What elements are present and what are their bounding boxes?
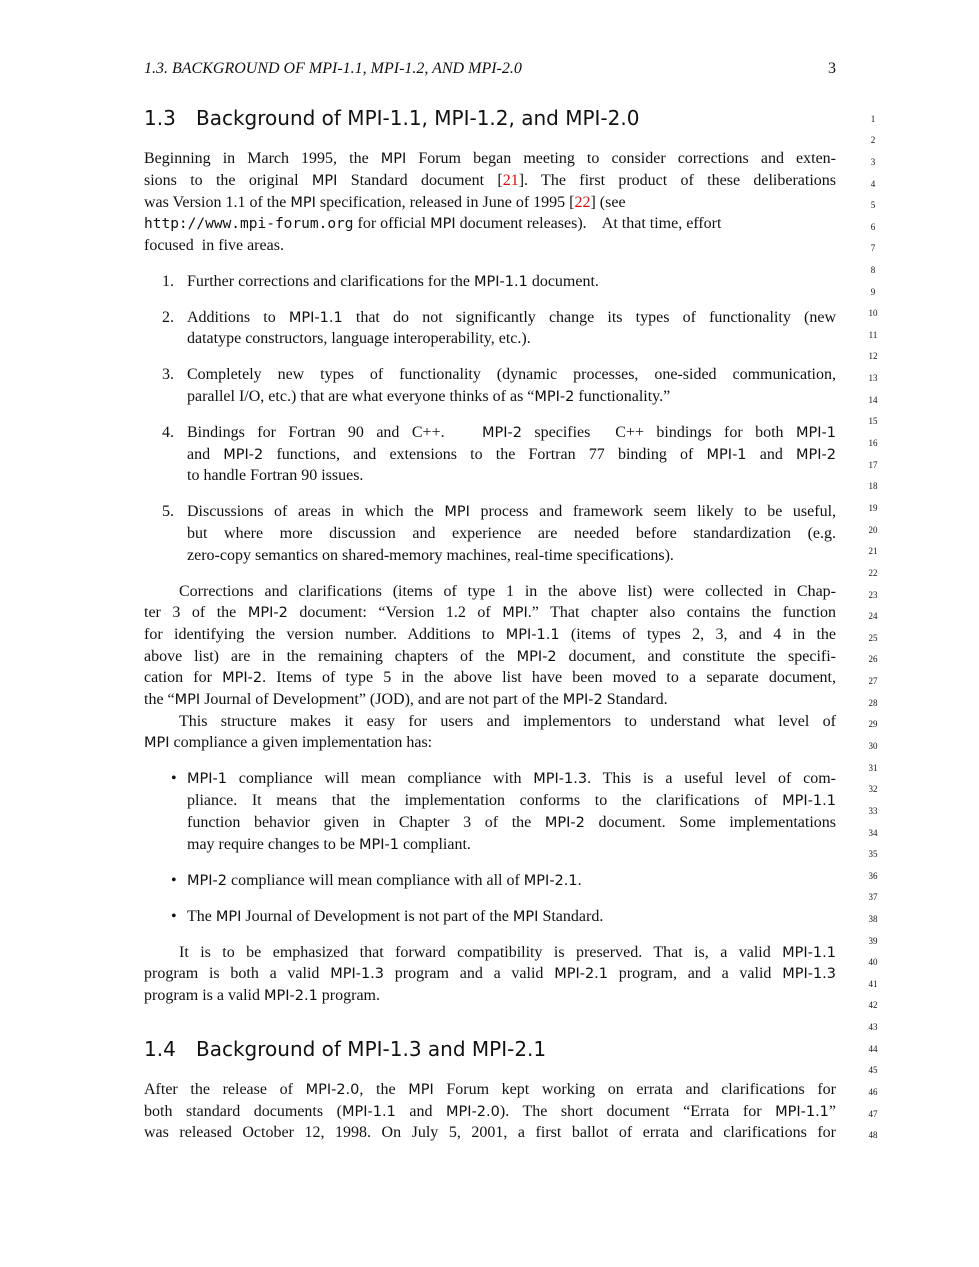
citation-link[interactable]: 21 [502,172,519,189]
line-number: 20 [868,525,878,535]
list-number: 2. [162,309,174,326]
bullet-item-continued: function behavior given in Chapter 3 of the MPI-2 document. Some implementations [187,814,837,831]
line-number: 19 [868,503,878,513]
line-number: 1 [870,114,876,124]
url-link[interactable]: http://www.mpi-forum.org [144,216,354,232]
line-number: 44 [868,1044,878,1054]
section-title: Background of MPI-1.3 and MPI-2.1 [196,1037,547,1061]
line-number: 40 [868,957,878,967]
line-number: 46 [868,1087,878,1097]
bullet-item-continued: may require changes to be MPI-1 compliant. [187,836,471,853]
list-item-continued: but where more discussion and experience are needed before standardization (e.g. [187,525,836,542]
line-number: 48 [868,1130,878,1140]
line-number: 33 [868,806,878,816]
paragraph-line: cation for MPI-2. Items of type 5 in the above list have been moved to a separate document, [144,669,837,686]
bullet-item: The MPI Journal of Development is not part of the MPI Standard. [187,908,604,925]
paragraph-line: Corrections and clarifications (items of type 1 in the above list) were collected in Chap- [179,583,836,600]
list-item-continued: and MPI-2 functions, and extensions to the Fortran 77 binding of MPI-1 and MPI-2 [187,446,836,463]
line-number: 8 [870,265,876,275]
line-number: 4 [870,179,876,189]
paragraph-line: MPI compliance a given implementation has: [144,734,433,751]
paragraph-line: was Version 1.1 of the MPI specification, released in June of 1995 [22] (see [144,194,626,211]
list-number: 1. [162,273,174,290]
paragraph-line: After the release of MPI-2.0, the MPI Forum kept working on errata and clarifications for [144,1081,836,1098]
list-item-continued: to handle Fortran 90 issues. [187,467,364,484]
list-number: 5. [162,503,174,520]
list-item: Additions to MPI-1.1 that do not significantly change its types of functionality (new [187,309,837,326]
list-item: Further corrections and clarifications for the MPI-1.1 document. [187,273,599,290]
list-number: 4. [162,424,174,441]
section-number: 1.4 [144,1037,176,1061]
line-number: 7 [870,243,876,253]
paragraph-line: sions to the original MPI Standard document [21]. The first product of these deliberations [144,172,837,189]
line-number: 18 [868,481,878,491]
line-number: 45 [868,1065,878,1075]
line-number: 31 [868,763,878,773]
line-number: 39 [868,936,878,946]
paragraph-line: the “MPI Journal of Development” (JOD), and are not part of the MPI-2 Standard. [144,691,668,708]
line-number: 42 [868,1000,878,1010]
bullet-icon: • [171,770,177,787]
line-number: 36 [868,871,878,881]
paragraph-line: program is a valid MPI-2.1 program. [144,987,380,1004]
line-number: 38 [868,914,878,924]
bullet-item-continued: pliance. It means that the implementation conforms to the clarifications of MPI-1.1 [187,792,836,809]
line-number: 15 [868,416,878,426]
list-item-continued: parallel I/O, etc.) that are what everyone thinks of as “MPI-2 functionality.” [187,388,671,405]
section-title: Background of MPI-1.1, MPI-1.2, and MPI-2.0 [196,106,640,130]
line-number: 9 [870,287,876,297]
section-heading-1-4 [144,1037,546,1061]
line-number: 37 [868,892,878,902]
line-number: 5 [870,200,876,210]
paragraph-line: was released October 12, 1998. On July 5, 2001, a first ballot of errata and clarifications for [144,1124,836,1141]
paragraph-line: focused in five areas. [144,237,284,254]
line-number: 25 [868,633,878,643]
list-item-continued: datatype constructors, language interoperability, etc.). [187,330,531,347]
running-header-title: 1.3. BACKGROUND OF MPI-1.1, MPI-1.2, AND MPI-2.0 [144,60,522,77]
line-number: 29 [868,719,878,729]
line-number: 34 [868,828,878,838]
bullet-item: MPI-1 compliance will mean compliance with MPI-1.3. This is a useful level of com- [187,770,837,787]
paragraph-line: ter 3 of the MPI-2 document: “Version 1.2 of MPI.” That chapter also contains the function [144,604,837,621]
bullet-icon: • [171,872,177,889]
section-number: 1.3 [144,106,176,130]
line-number: 6 [870,222,876,232]
line-number: 43 [868,1022,878,1032]
line-number: 3 [870,157,876,167]
paragraph-line: It is to be emphasized that forward compatibility is preserved. That is, a valid MPI-1.1 [179,944,836,961]
line-number: 26 [868,654,878,664]
line-number: 23 [868,590,878,600]
line-number: 11 [868,330,878,340]
running-header [144,60,836,82]
line-number: 10 [868,308,878,318]
line-number: 28 [868,698,878,708]
line-number: 41 [868,979,878,989]
line-number: 12 [868,351,878,361]
citation-link[interactable]: 22 [574,194,591,211]
line-number: 24 [868,611,878,621]
list-number: 3. [162,366,174,383]
paragraph-line: This structure makes it easy for users and implementors to understand what level of [179,713,836,730]
list-item: Completely new types of functionality (dynamic processes, one-sided communication, [187,366,836,383]
line-number: 35 [868,849,878,859]
paragraph-line: program is both a valid MPI-1.3 program and a valid MPI-2.1 program, and a valid MPI-1.3 [144,965,837,982]
list-item: Bindings for Fortran 90 and C++. MPI-2 specifies C++ bindings for both MPI-1 [187,424,836,441]
line-number: 32 [868,784,878,794]
paragraph-line: above list) are in the remaining chapters of the MPI-2 document, and constitute the specifi- [144,648,836,665]
line-number: 16 [868,438,878,448]
line-number: 21 [868,546,878,556]
bullet-icon: • [171,908,177,925]
line-number: 47 [868,1109,878,1119]
line-number: 2 [870,135,876,145]
list-item: Discussions of areas in which the MPI process and framework seem likely to be useful, [187,503,837,520]
line-number: 30 [868,741,878,751]
bullet-item: MPI-2 compliance will mean compliance with all of MPI-2.1. [187,872,582,889]
line-number: 14 [868,395,878,405]
page-number: 3 [828,60,836,77]
section-heading-1-3 [144,106,639,130]
line-number: 17 [868,460,878,470]
paragraph-line: Beginning in March 1995, the MPI Forum began meeting to consider corrections and exten- [144,150,836,167]
line-number: 27 [868,676,878,686]
paragraph-line: for identifying the version number. Additions to MPI-1.1 (items of types 2, 3, and 4 in the [144,626,837,643]
paragraph-line: http://www.mpi-forum.org for official MPI document releases). At that time, effort [144,215,722,232]
line-number: 13 [868,373,878,383]
line-number: 22 [868,568,878,578]
paragraph-line: both standard documents (MPI-1.1 and MPI-2.0). The short document “Errata for MPI-1.1” [144,1103,837,1120]
list-item-continued: zero-copy semantics on shared-memory machines, real-time specifications). [187,547,674,564]
